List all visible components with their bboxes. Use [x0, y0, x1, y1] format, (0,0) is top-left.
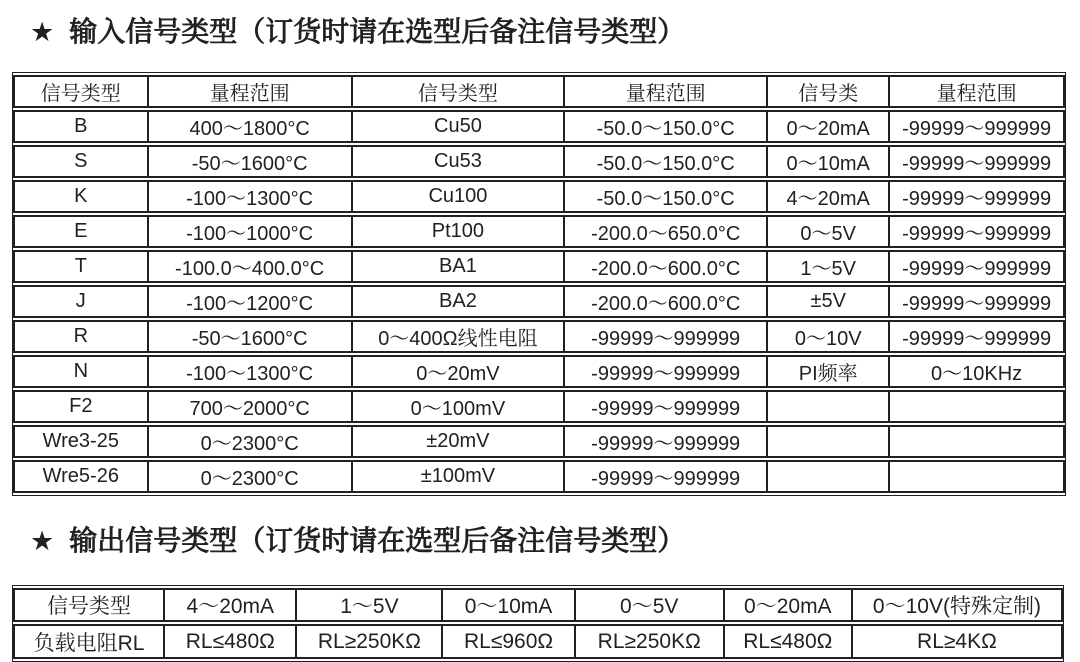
range-cell: 0～5V: [766, 215, 888, 248]
range-cell: 0～20mA: [766, 110, 888, 143]
range-cell: 0～100mV: [351, 390, 564, 423]
column-header: 量程范围: [888, 75, 1065, 108]
range-cell: 0～20mV: [351, 355, 564, 388]
range-cell: 1～5V: [766, 250, 888, 283]
table-row: [13, 180, 1065, 213]
range-cell: BA2: [351, 285, 564, 318]
range-cell: -99999～999999: [888, 215, 1065, 248]
star-icon: ★: [30, 526, 55, 556]
range-cell: ±100mV: [351, 460, 564, 493]
value-cell: RL≤960Ω: [441, 624, 573, 659]
signal-type-cell: F2: [13, 390, 147, 423]
output-section-heading: [30, 522, 1080, 560]
input-section-heading: [30, 0, 1080, 51]
range-cell: BA1: [351, 250, 564, 283]
range-cell: -100.0～400.0°C: [147, 250, 351, 283]
range-cell: PI频率: [766, 355, 888, 388]
table-row: [13, 145, 1065, 178]
table-row: [13, 320, 1065, 353]
column-header: 量程范围: [563, 75, 766, 108]
range-cell: 0～10KHz: [888, 355, 1065, 388]
range-cell: [766, 390, 888, 423]
range-cell: Cu100: [351, 180, 564, 213]
table-row: [13, 588, 1063, 622]
value-cell: 4～20mA: [163, 588, 295, 622]
value-cell: 0～10mA: [441, 588, 573, 622]
value-cell: RL≤480Ω: [163, 624, 295, 659]
table-row: [13, 624, 1063, 659]
signal-type-cell: S: [13, 145, 147, 178]
range-cell: Cu50: [351, 110, 564, 143]
row-header: 信号类型: [13, 588, 163, 622]
value-cell: RL≥4KΩ: [851, 624, 1063, 659]
table-row: [13, 390, 1065, 423]
value-cell: 0～10V(特殊定制): [851, 588, 1063, 622]
range-cell: -99999～999999: [563, 425, 766, 458]
star-icon: ★: [30, 17, 55, 47]
table-row: [13, 425, 1065, 458]
output-signal-table: [12, 585, 1064, 662]
range-cell: -100～1300°C: [147, 355, 351, 388]
range-cell: 0～2300°C: [147, 460, 351, 493]
value-cell: RL≥250KΩ: [574, 624, 723, 659]
output-section-title: 输出信号类型（订货时请在选型后备注信号类型）: [69, 525, 686, 556]
signal-type-cell: Wre5-26: [13, 460, 147, 493]
column-header: 信号类型: [13, 75, 147, 108]
range-cell: [888, 425, 1065, 458]
range-cell: [766, 460, 888, 493]
range-cell: 400～1800°C: [147, 110, 351, 143]
range-cell: -50.0～150.0°C: [563, 110, 766, 143]
range-cell: -99999～999999: [563, 355, 766, 388]
range-cell: 700～2000°C: [147, 390, 351, 423]
range-cell: 4～20mA: [766, 180, 888, 213]
range-cell: -99999～999999: [888, 250, 1065, 283]
table-row: [13, 355, 1065, 388]
signal-type-cell: E: [13, 215, 147, 248]
range-cell: -100～1000°C: [147, 215, 351, 248]
range-cell: [888, 460, 1065, 493]
range-cell: -200.0～650.0°C: [563, 215, 766, 248]
signal-type-cell: T: [13, 250, 147, 283]
range-cell: -99999～999999: [888, 320, 1065, 353]
column-header: 信号类: [766, 75, 888, 108]
column-header: 量程范围: [147, 75, 351, 108]
signal-type-cell: B: [13, 110, 147, 143]
signal-type-cell: R: [13, 320, 147, 353]
value-cell: RL≤480Ω: [723, 624, 851, 659]
range-cell: -99999～999999: [888, 145, 1065, 178]
range-cell: ±20mV: [351, 425, 564, 458]
input-section-title: 输入信号类型（订货时请在选型后备注信号类型）: [69, 16, 686, 47]
range-cell: 0～400Ω线性电阻: [351, 320, 564, 353]
range-cell: -99999～999999: [888, 110, 1065, 143]
table-row: [13, 110, 1065, 143]
value-cell: 0～5V: [574, 588, 723, 622]
range-cell: -100～1300°C: [147, 180, 351, 213]
range-cell: ±5V: [766, 285, 888, 318]
range-cell: 0～10V: [766, 320, 888, 353]
range-cell: Cu53: [351, 145, 564, 178]
range-cell: [888, 390, 1065, 423]
range-cell: -50～1600°C: [147, 320, 351, 353]
input-signal-table: [12, 72, 1066, 496]
range-cell: -99999～999999: [563, 320, 766, 353]
table-row: [13, 215, 1065, 248]
row-header: 负载电阻RL: [13, 624, 163, 659]
table-row: [13, 460, 1065, 493]
range-cell: -99999～999999: [888, 180, 1065, 213]
range-cell: -200.0～600.0°C: [563, 285, 766, 318]
signal-type-cell: Wre3-25: [13, 425, 147, 458]
input-table-header-row: [13, 75, 1065, 108]
signal-type-cell: N: [13, 355, 147, 388]
range-cell: 0～10mA: [766, 145, 888, 178]
range-cell: -99999～999999: [563, 390, 766, 423]
range-cell: -50.0～150.0°C: [563, 180, 766, 213]
range-cell: -100～1200°C: [147, 285, 351, 318]
range-cell: -99999～999999: [888, 285, 1065, 318]
range-cell: -50～1600°C: [147, 145, 351, 178]
signal-type-cell: K: [13, 180, 147, 213]
table-row: [13, 285, 1065, 318]
column-header: 信号类型: [351, 75, 564, 108]
range-cell: Pt100: [351, 215, 564, 248]
range-cell: -99999～999999: [563, 460, 766, 493]
range-cell: [766, 425, 888, 458]
table-row: [13, 250, 1065, 283]
value-cell: RL≥250KΩ: [295, 624, 441, 659]
value-cell: 0～20mA: [723, 588, 851, 622]
signal-type-cell: J: [13, 285, 147, 318]
range-cell: 0～2300°C: [147, 425, 351, 458]
range-cell: -50.0～150.0°C: [563, 145, 766, 178]
value-cell: 1～5V: [295, 588, 441, 622]
range-cell: -200.0～600.0°C: [563, 250, 766, 283]
